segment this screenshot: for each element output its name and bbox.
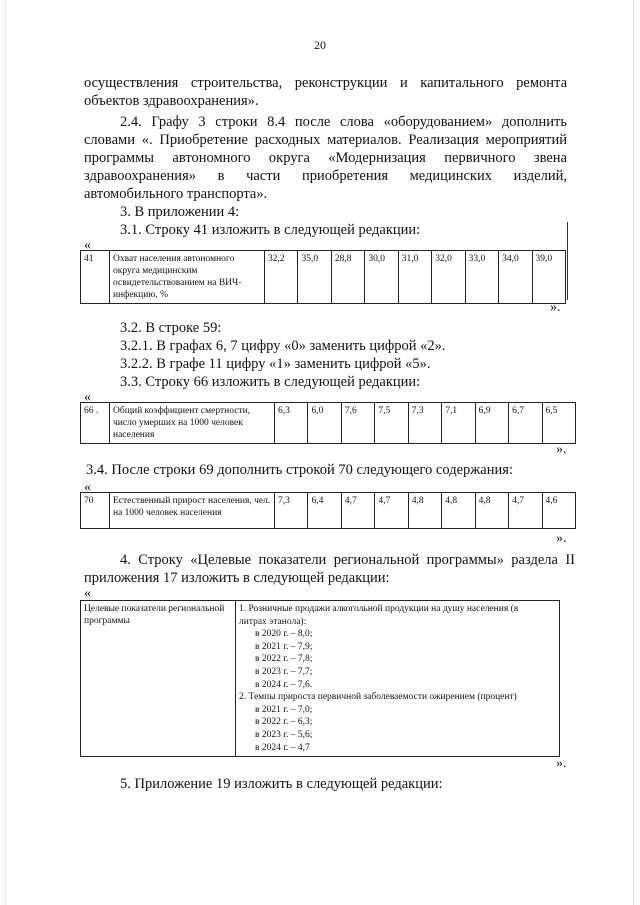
open-quote: « (84, 238, 91, 253)
table-cell: 7,3 (408, 403, 441, 444)
table-cell: 35,0 (298, 251, 331, 304)
target-line: литрах этанола): (239, 616, 307, 627)
row-41-table (80, 250, 566, 304)
open-quote: « (84, 390, 91, 405)
table-cell: 4,8 (408, 493, 441, 529)
table-cell: 6,0 (308, 403, 341, 444)
table-cell: 4,6 (542, 493, 576, 529)
close-quote: ». (556, 442, 567, 457)
item-4: приложения 17 изложить в следующей редакции: (84, 570, 390, 586)
table-cell: 7,6 (341, 403, 374, 444)
item-3-3: 3.3. Строку 66 изложить в следующей редакции: (120, 374, 421, 390)
row-66-table (80, 402, 576, 444)
row-number: 70 (81, 493, 110, 529)
item-5: 5. Приложение 19 изложить в следующей редакции: (120, 776, 443, 792)
table-cell: 31,0 (398, 251, 431, 304)
targets-label: Целевые показатели региональной программы (81, 601, 236, 757)
target-line: в 2022 г. – 6,3; (255, 717, 313, 728)
close-quote: ». (556, 531, 567, 546)
table-cell: 7,5 (375, 403, 408, 444)
close-quote: ». (550, 300, 561, 315)
table-cell: 7,1 (442, 403, 475, 444)
table-row (81, 403, 576, 444)
table-cell: 39,0 (532, 251, 566, 304)
open-quote: « (84, 586, 91, 601)
paragraph-line: автомобильного транспорта». (84, 186, 268, 202)
table-cell: 4,7 (509, 493, 542, 529)
table-cell: 6,5 (542, 403, 576, 444)
table-cell: 4,8 (442, 493, 475, 529)
table-cell: 34,0 (499, 251, 532, 304)
target-line: в 2021 г. – 7,0; (255, 704, 313, 715)
table-cell: 6,9 (475, 403, 508, 444)
table-cell: 4,8 (475, 493, 508, 529)
row-label: Охват населения автономного округа медицинским освидетельствованием на ВИЧ-инфекцию, % (110, 251, 265, 304)
table-cell: 33,0 (465, 251, 498, 304)
row-number: 66 . (81, 403, 110, 444)
target-line: в 2023 г. – 7,7; (255, 666, 313, 677)
paragraph-line: программы автономного округа «Модернизация первичного звена (84, 150, 567, 166)
paragraph-line: осуществления строительства, реконструкции и капитального ремонта (84, 75, 567, 91)
paragraph-line: словами «. Приобретение расходных материалов. Реализация мероприятий (84, 132, 567, 148)
scan-edge-right (633, 0, 634, 905)
target-line: в 2021 г. – 7,9; (255, 641, 313, 652)
target-line: в 2024 г. – 7,6. (255, 679, 313, 690)
table-cell: 28,8 (331, 251, 364, 304)
target-line: 1. Розничные продажи алкогольной продукции на душу населения (в (239, 604, 519, 614)
target-line: в 2020 г. – 8,0; (255, 629, 313, 640)
close-quote: ». (556, 756, 567, 771)
table-cell: 7,3 (275, 493, 308, 529)
paragraph-line: здравоохранения» в части приобретения медицинских изделий, (84, 168, 567, 184)
item-3-1: 3.1. Строку 41 изложить в следующей редакции: (120, 222, 421, 238)
targets-table (80, 600, 560, 757)
table-cell: 6,3 (275, 403, 308, 444)
scan-edge-left (5, 0, 6, 905)
target-line: в 2022 г. – 7,8; (255, 654, 313, 665)
table-row (81, 493, 576, 529)
item-3-2-1: 3.2.1. В графах 6, 7 цифру «0» заменить цифрой «2». (120, 338, 446, 354)
table-cell: 30,0 (365, 251, 398, 304)
target-line: 2. Темпы прироста первичной заболеваемости ожирением (процент) (239, 692, 517, 703)
paragraph-line: 2.4. Графу 3 строки 8.4 после слова «оборудованием» дополнить (120, 114, 567, 130)
table-cell: 32,2 (265, 251, 298, 304)
row-label: Естественный прирост населения, чел. на 1000 человек населения (110, 493, 275, 529)
table-cell: 4,7 (375, 493, 408, 529)
paragraph-line: объектов здравоохранения». (84, 93, 259, 109)
item-3: 3. В приложении 4: (120, 204, 240, 220)
table-cell: 4,7 (341, 493, 374, 529)
table-cell: 6,4 (308, 493, 341, 529)
item-3-2-2: 3.2.2. В графе 11 цифру «1» заменить цифрой «5». (120, 356, 431, 372)
item-4: 4. Строку «Целевые показатели региональной программы» раздела II (120, 552, 575, 568)
row-label: Общий коэффициент смертности, число умерших на 1000 человек населения (110, 403, 275, 444)
table-row (81, 251, 566, 304)
row-number: 41 (81, 251, 110, 304)
margin-line (567, 222, 568, 300)
row-70-table (80, 492, 576, 529)
item-3-4: 3.4. После строки 69 дополнить строкой 70 следующего содержания: (86, 462, 513, 478)
table-cell: 6,7 (509, 403, 542, 444)
open-quote: « (84, 480, 91, 495)
item-3-2: 3.2. В строке 59: (120, 320, 222, 336)
table-row (81, 601, 560, 757)
target-line: в 2024 г. – 4,7 (255, 742, 310, 753)
targets-values (236, 601, 560, 757)
table-cell: 32,0 (432, 251, 465, 304)
page-number: 20 (314, 38, 326, 52)
target-line: в 2023 г. – 5,6; (255, 729, 313, 740)
